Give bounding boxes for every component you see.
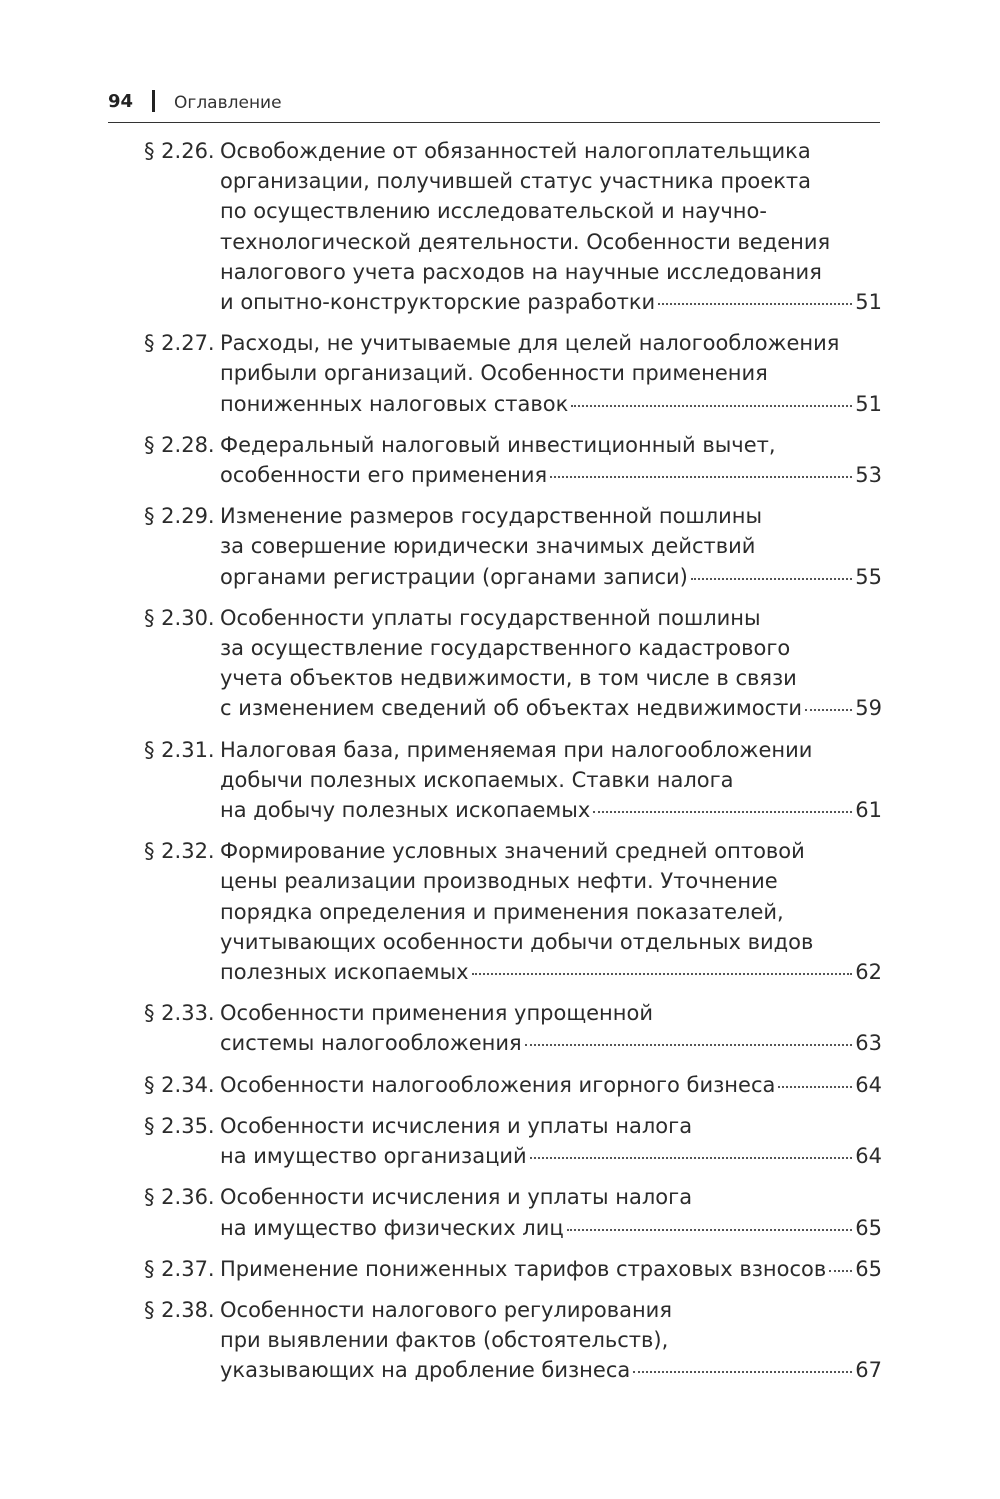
toc-entry-title-line: при выявлении фактов (обстоятельств), — [220, 1328, 669, 1353]
toc-entry-number: § 2.30. — [144, 605, 215, 630]
dot-leader — [691, 578, 852, 580]
dot-leader — [829, 1270, 852, 1272]
toc-entry-last-line — [220, 389, 882, 419]
toc-entry-page-number[interactable]: 51 — [855, 290, 882, 315]
toc-entry-title-line: за осуществление государственного кадастрового — [220, 636, 791, 661]
toc-entry-title-line: прибыли организаций. Особенности применения — [220, 361, 768, 386]
dot-leader — [633, 1371, 852, 1373]
toc-entry-page-number[interactable]: 63 — [855, 1031, 882, 1056]
toc-entry-title-line: по осуществлению исследовательской и научно- — [220, 199, 767, 224]
toc-entry-title-line: Применение пониженных тарифов страховых взносов — [220, 1256, 827, 1281]
toc-entry-title — [220, 1070, 882, 1100]
toc-entry-title-line: Особенности исчисления и уплаты налога — [220, 1185, 693, 1210]
toc-entry[interactable] — [144, 328, 882, 419]
toc-entry-page-number[interactable]: 67 — [855, 1358, 882, 1383]
toc-entry[interactable] — [144, 1070, 882, 1100]
toc-entry-last-line — [220, 693, 882, 723]
toc-entry-number: § 2.26. — [144, 139, 215, 163]
toc-entry-title-line: за совершение юридически значимых действий — [220, 534, 756, 559]
toc-entry-page-number[interactable]: 53 — [855, 463, 882, 488]
toc-entry-number: § 2.28. — [144, 432, 215, 457]
toc-entry-page-number[interactable]: 61 — [855, 798, 882, 823]
toc-entry-title-line: Особенности исчисления и уплаты налога — [220, 1113, 693, 1138]
toc-entry-title-line: на добычу полезных ископаемых — [220, 798, 591, 823]
toc-entry-last-line — [220, 795, 882, 825]
toc-entry-title-line: с изменением сведений об объектах недвижимости — [220, 696, 803, 721]
toc-entry-title — [220, 836, 882, 987]
dot-leader — [778, 1086, 852, 1088]
toc-entry-last-line — [220, 1213, 882, 1243]
dot-leader — [472, 973, 853, 975]
toc-entry-number: § 2.38. — [144, 1297, 215, 1322]
toc-entry-title — [220, 136, 882, 317]
toc-entry-last-line — [220, 287, 882, 317]
toc-entry-last-line — [220, 1355, 882, 1385]
dot-leader — [550, 476, 852, 478]
toc-entry-last-line — [220, 957, 882, 987]
toc-entry-page-number[interactable]: 62 — [855, 960, 882, 985]
toc-entry-title-line: организации, получившей статус участника проекта — [220, 169, 811, 194]
toc-entry-title-line: учитывающих особенности добычи отдельных видов — [220, 929, 814, 954]
toc-entry[interactable] — [144, 603, 882, 724]
toc-entry-number: § 2.27. — [144, 331, 215, 356]
table-of-contents — [144, 136, 882, 1397]
toc-entry-title-line: Освобождение от обязанностей налогоплательщика — [220, 139, 811, 163]
toc-entry-last-line — [220, 1028, 882, 1058]
toc-entry[interactable] — [144, 735, 882, 826]
toc-entry-title-line: полезных ископаемых — [220, 960, 469, 985]
running-header — [108, 88, 880, 123]
toc-entry-number: § 2.37. — [144, 1256, 215, 1281]
toc-entry[interactable] — [144, 1111, 882, 1171]
toc-entry-title-line: Особенности уплаты государственной пошлины — [220, 605, 761, 630]
toc-entry-title-line: системы налогообложения — [220, 1031, 522, 1056]
dot-leader — [571, 405, 852, 407]
toc-entry-title-line: Особенности применения упрощенной — [220, 1001, 654, 1026]
toc-entry-title-line: особенности его применения — [220, 463, 548, 488]
toc-entry-number: § 2.32. — [144, 839, 215, 864]
dot-leader — [530, 1157, 853, 1159]
toc-entry-title-line: добычи полезных ископаемых. Ставки налога — [220, 767, 734, 792]
toc-entry-number: § 2.29. — [144, 504, 215, 529]
toc-entry-title-line: цены реализации производных нефти. Уточнение — [220, 869, 778, 894]
toc-entry-title-line: и опытно-конструкторские разработки — [220, 290, 656, 315]
toc-entry-title — [220, 1111, 882, 1171]
toc-entry-last-line — [220, 562, 882, 592]
toc-entry-title — [220, 1295, 882, 1386]
toc-entry-title-line: налогового учета расходов на научные исследования — [220, 259, 822, 284]
toc-entry-title-line: порядка определения и применения показателей, — [220, 899, 784, 924]
toc-entry-title-line: на имущество организаций — [220, 1144, 527, 1169]
toc-entry-title — [220, 735, 882, 826]
toc-entry-title-line: учета объектов недвижимости, в том числе в связи — [220, 666, 797, 691]
toc-entry-page-number[interactable]: 64 — [855, 1144, 882, 1169]
toc-entry-last-line — [220, 1141, 882, 1171]
toc-entry-last-line — [220, 1254, 882, 1284]
toc-entry-title-line: Формирование условных значений средней оптовой — [220, 839, 805, 864]
toc-entry-number: § 2.36. — [144, 1185, 215, 1210]
toc-entry-page-number[interactable]: 55 — [855, 564, 882, 589]
toc-entry[interactable] — [144, 136, 882, 317]
toc-entry-title-line: органами регистрации (органами записи) — [220, 564, 688, 589]
dot-leader — [805, 709, 852, 711]
toc-entry-title — [220, 501, 882, 592]
dot-leader — [658, 303, 852, 305]
toc-entry-title — [220, 603, 882, 724]
toc-entry-number: § 2.31. — [144, 737, 215, 762]
toc-entry-page-number[interactable]: 65 — [855, 1256, 882, 1281]
toc-entry-number: § 2.34. — [144, 1072, 215, 1097]
toc-entry-last-line — [220, 460, 882, 490]
dot-leader — [593, 811, 852, 813]
toc-entry-title — [220, 1254, 882, 1284]
toc-entry-title-line: Изменение размеров государственной пошлины — [220, 504, 763, 529]
toc-entry-title — [220, 328, 882, 419]
page-number: 94 — [108, 91, 134, 112]
toc-entry[interactable] — [144, 1182, 882, 1242]
toc-entry-title — [220, 430, 882, 490]
toc-entry-title-line: Особенности налогообложения игорного бизнеса — [220, 1072, 776, 1097]
toc-entry-last-line — [220, 1070, 882, 1100]
toc-entry-page-number[interactable]: 64 — [855, 1072, 882, 1097]
toc-entry-title-line: Налоговая база, применяемая при налогообложении — [220, 737, 813, 762]
toc-entry[interactable] — [144, 1254, 882, 1284]
toc-entry[interactable] — [144, 836, 882, 987]
toc-entry-title-line: Федеральный налоговый инвестиционный вычет, — [220, 432, 776, 457]
dot-leader — [525, 1044, 853, 1046]
toc-entry-title — [220, 998, 882, 1058]
toc-entry-title-line: Особенности налогового регулирования — [220, 1297, 672, 1322]
toc-entry-title-line: Расходы, не учитываемые для целей налогообложения — [220, 331, 840, 356]
section-title: Оглавление — [174, 93, 282, 113]
toc-entry[interactable] — [144, 501, 882, 592]
toc-entry[interactable] — [144, 998, 882, 1058]
toc-entry-title-line: технологической деятельности. Особенности ведения — [220, 229, 831, 254]
header-separator — [152, 90, 155, 112]
toc-entry[interactable] — [144, 1295, 882, 1386]
toc-entry-title — [220, 1182, 882, 1242]
toc-entry-title-line: на имущество физических лиц — [220, 1215, 564, 1240]
toc-entry[interactable] — [144, 430, 882, 490]
toc-entry-page-number[interactable]: 51 — [855, 391, 882, 416]
toc-entry-page-number[interactable]: 65 — [855, 1215, 882, 1240]
toc-entry-number: § 2.35. — [144, 1113, 215, 1138]
toc-entry-title-line: пониженных налоговых ставок — [220, 391, 569, 416]
toc-entry-page-number[interactable]: 59 — [855, 696, 882, 721]
dot-leader — [567, 1229, 853, 1231]
toc-entry-title-line: указывающих на дробление бизнеса — [220, 1358, 631, 1383]
toc-entry-number: § 2.33. — [144, 1001, 215, 1026]
